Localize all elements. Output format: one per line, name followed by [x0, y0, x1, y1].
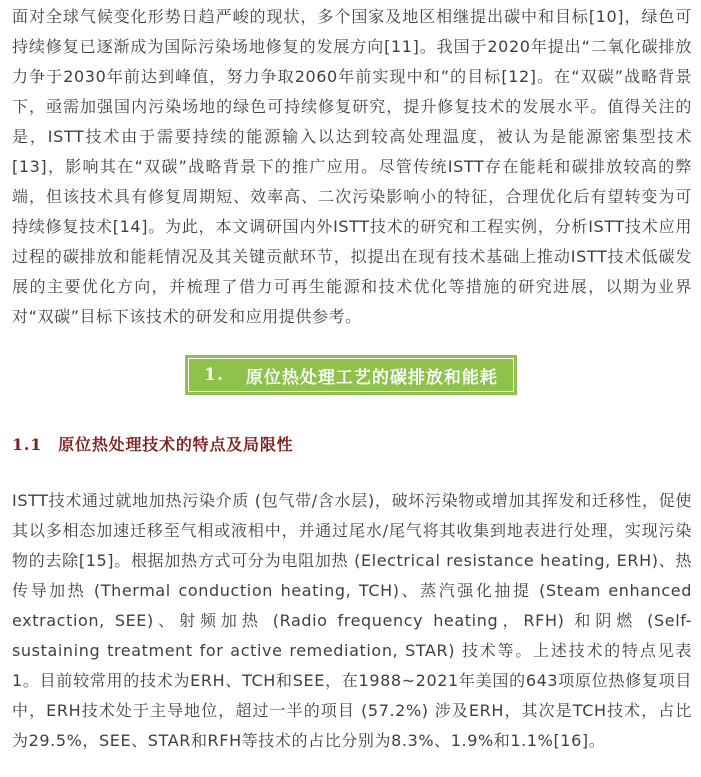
subsection-title: 原位热处理技术的特点及局限性 [58, 435, 294, 454]
section-heading-banner [185, 355, 517, 395]
subsection-heading [12, 432, 293, 455]
section-heading-frame [188, 358, 514, 392]
body-paragraph: ISTT技术通过就地加热污染介质 (包气带/含水层)，破坏污染物或增加其挥发和迁移性，促使其以多相态加速迁移至气相或液相中，并通过尾水/尾气将其收集到地表进行处理，实现污染物的去除[15]。根据加热方式可分为电阻加热 (Electrical resistance heating, ERH)、热传导加热 (Thermal conduction heating, TCH)、蒸汽强化抽提 (Steam enhanced extraction, SEE)、射频加热 (Radio frequency heating，RFH) 和阴燃 (Self-sustaining treatment for active remediation, STAR) 技术等。上述技术的特点见表1。目前较常用的技术为ERH、TCH和SEE，在1988~2021年美国的643项原位热修复项目中，ERH技术处于主导地位，超过一半的项目 (57.2%) 涉及ERH，其次是TCH技术，占比为29.5%，SEE、STAR和RFH等技术的占比分别为8.3%、1.9%和1.1%[16]。 [12, 491, 692, 750]
section-number: 1. [204, 365, 224, 385]
subsection-number: 1.1 [12, 435, 43, 454]
intro-paragraph: 面对全球气候变化形势日趋严峻的现状，多个国家及地区相继提出碳中和目标[10]，绿色可持续修复已逐渐成为国际污染场地修复的发展方向[11]。我国于2020年提出“二氧化碳排放力争于2030年前达到峰值，努力争取2060年前实现中和”的目标[12]。在“双碳”战略背景下，亟需加强国内污染场地的绿色可持续修复研究，提升修复技术的发展水平。值得关注的是，ISTT技术由于需要持续的能源输入以达到较高处理温度，被认为是能源密集型技术[13]，影响其在“双碳”战略背景下的推广应用。尽管传统ISTT存在能耗和碳排放较高的弊端，但该技术具有修复周期短、效率高、二次污染影响小的特征，合理优化后有望转变为可持续修复技术[14]。为此，本文调研国内外ISTT技术的研究和工程实例，分析ISTT技术应用过程的碳排放和能耗情况及其关键贡献环节，拟提出在现有技术基础上推动ISTT技术低碳发展的主要优化方向，并梳理了借力可再生能源和技术优化等措施的研究进展，以期为业界对“双碳”目标下该技术的研发和应用提供参考。 [12, 7, 692, 326]
section-title: 原位热处理工艺的碳排放和能耗 [245, 367, 498, 388]
